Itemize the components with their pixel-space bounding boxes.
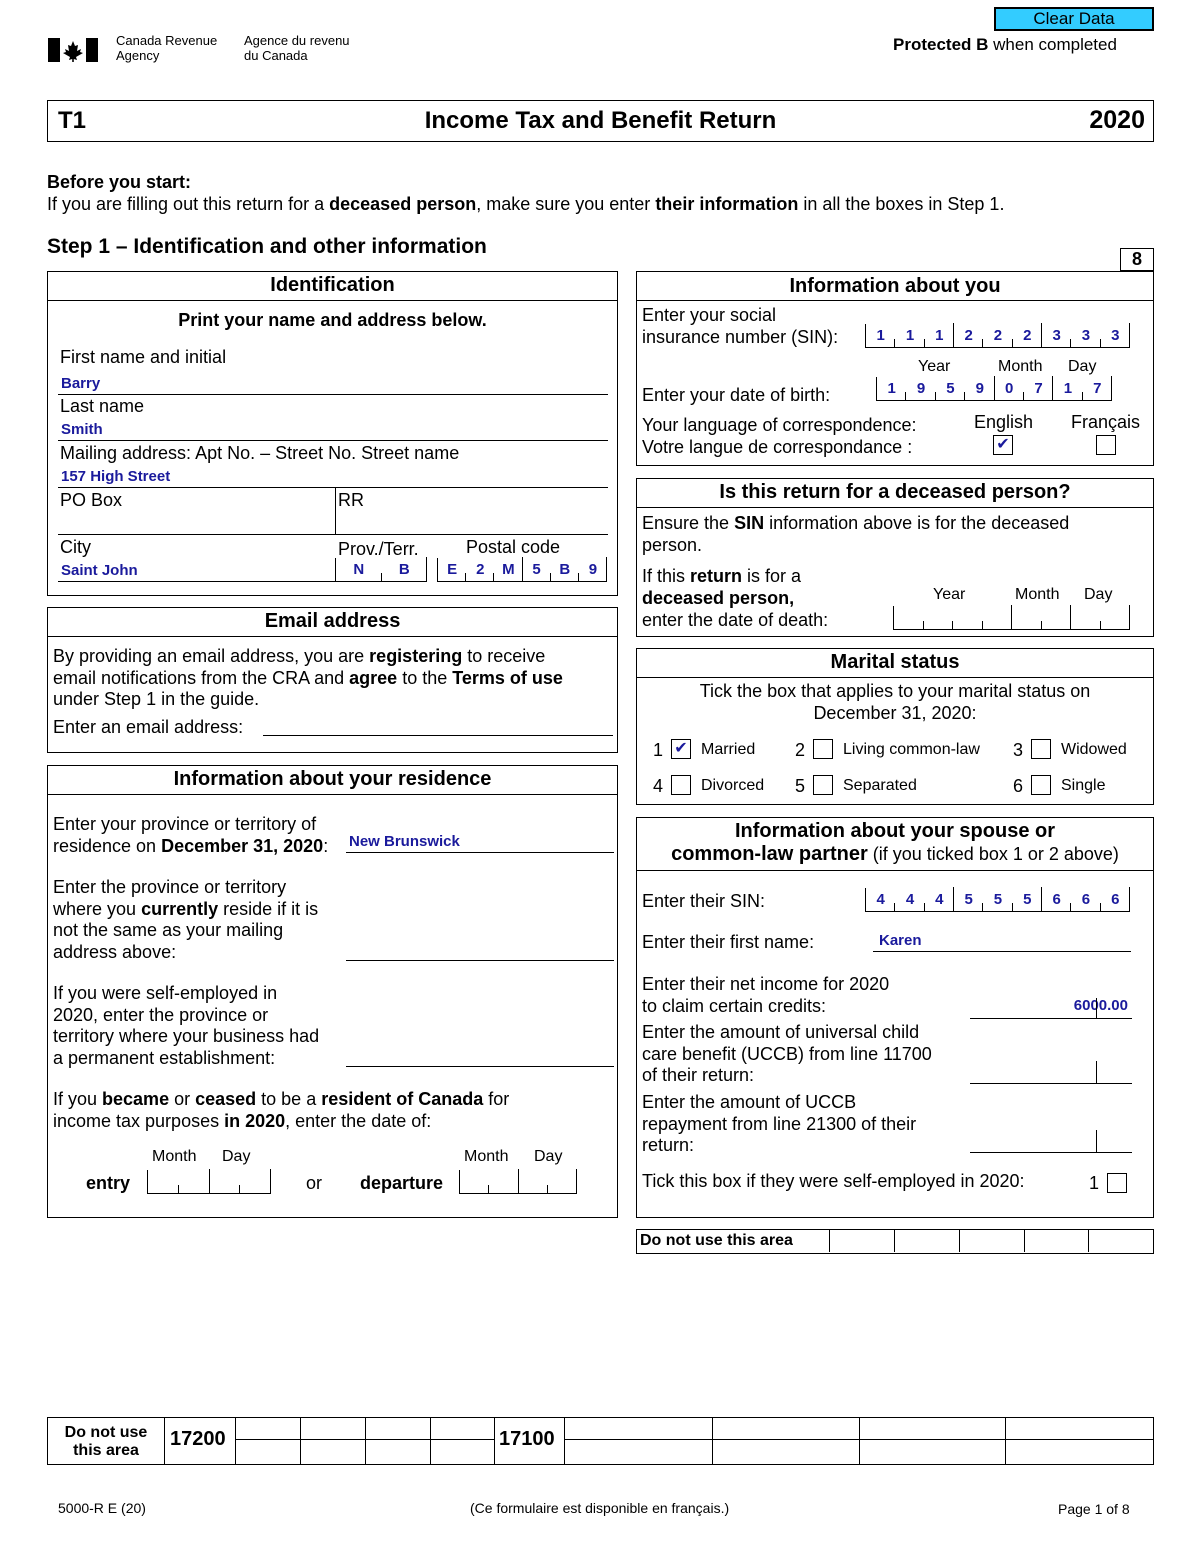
before-t2: , make sure you enter [476, 194, 656, 214]
sin-digit: 2 [954, 324, 983, 347]
marital-option-number: 4 [653, 776, 664, 796]
residence-q2bb: currently [141, 898, 219, 919]
spouse-sin-digit: 6 [1071, 888, 1100, 911]
marital-option-number: 3 [1013, 740, 1024, 760]
residence-q4 [53, 1088, 509, 1132]
spouse-section [636, 817, 1154, 1218]
death-digit [953, 606, 983, 629]
residence-q1a: Enter your province or territory of [53, 814, 317, 834]
english-checkbox[interactable]: ✔ [993, 435, 1013, 455]
po-box-line [58, 534, 608, 535]
spouse-sin-digit: 6 [1042, 888, 1071, 911]
death-digit [1101, 606, 1131, 629]
marital-section [636, 648, 1154, 805]
spouse-sin-label: Enter their SIN: [642, 891, 766, 911]
email-terms-link: Terms of use [452, 667, 563, 688]
spouse-uccb-1: Enter the amount of universal child [642, 1022, 920, 1042]
first-name-label: First name and initial [60, 347, 227, 367]
language-label [642, 414, 917, 458]
dob-digit: 0 [995, 377, 1024, 400]
bottom-dnu-label [48, 1424, 164, 1460]
residence-q4cb: resident of Canada [321, 1089, 484, 1109]
bottom-divider [1005, 1418, 1006, 1464]
identification-section [47, 271, 618, 596]
residence-q3b: 2020, enter the province or [53, 1004, 269, 1025]
postal-code-comb[interactable] [437, 558, 607, 582]
residence-section [47, 765, 618, 1218]
marital-option-checkbox[interactable]: ✔ [671, 739, 691, 759]
dnu-divider [1024, 1230, 1025, 1252]
marital-instr-1: Tick the box that applies to your marital status on [699, 681, 1091, 701]
marital-option-label: Divorced [701, 777, 765, 794]
about-you-section [636, 271, 1154, 466]
code-17100: 17100 [499, 1428, 555, 1450]
residence-province-line [346, 852, 614, 853]
residence-q2 [53, 877, 318, 963]
deceased-q1: If this [642, 566, 691, 586]
mailing-address-field[interactable]: 157 High Street [61, 468, 171, 485]
death-day-label: Day [1084, 586, 1113, 603]
marital-header: Marital status [637, 649, 1153, 678]
canada-flag-logo [48, 38, 98, 62]
residence-q1c: : [323, 835, 329, 856]
residence-header: Information about your residence [48, 766, 617, 795]
spouse-self-employed-label: Tick this box if they were self-employed in 2020: [642, 1171, 1025, 1191]
postal-char: E [438, 558, 466, 581]
spouse-self-employed-checkbox[interactable] [1107, 1173, 1127, 1193]
po-rr-divider [335, 487, 336, 535]
francais-label: Français [1071, 412, 1141, 432]
form-number: T1 [58, 107, 87, 134]
spouse-self-employed-num: 1 [1089, 1173, 1100, 1193]
bottom-divider [859, 1418, 860, 1464]
about-you-header: Information about you [637, 272, 1153, 301]
postal-char: M [494, 558, 522, 581]
deceased-t1: Ensure the [642, 513, 735, 533]
sin-digit: 1 [925, 324, 954, 347]
bottom-divider [235, 1418, 236, 1464]
dob-digit: 1 [877, 377, 906, 400]
dob-digit: 9 [965, 377, 994, 400]
before-b2: their information [655, 194, 799, 214]
business-province-input[interactable] [346, 1066, 614, 1067]
death-month-label: Month [1015, 586, 1060, 603]
tax-year: 2020 [1089, 106, 1145, 134]
protected-b-rest: when completed [988, 35, 1117, 54]
postal-char: 2 [466, 558, 494, 581]
agency-en-line2: Agency [116, 48, 160, 63]
residence-q4ab: became [102, 1089, 170, 1109]
departure-month-label: Month [464, 1148, 509, 1165]
departure-digit [519, 1170, 548, 1193]
postal-char: 5 [523, 558, 551, 581]
email-enter-label: Enter an email address: [53, 717, 244, 737]
spouse-uccb-3: of their return: [642, 1065, 755, 1085]
spouse-sin-digit: 5 [954, 888, 983, 911]
residence-q4d: for [483, 1089, 510, 1109]
sin-digit: 3 [1071, 324, 1100, 347]
postal-char: 9 [579, 558, 607, 581]
residence-q3c: territory where your business had [53, 1026, 320, 1046]
deceased-t2: information above is for the deceased [764, 513, 1070, 533]
departure-digit [548, 1170, 577, 1193]
sin-digit: 2 [1013, 324, 1042, 347]
marital-option-checkbox[interactable] [1031, 739, 1051, 759]
email-header: Email address [48, 608, 617, 637]
departure-date-comb[interactable] [459, 1170, 577, 1194]
residence-q2a: Enter the province or territory [53, 877, 287, 897]
spouse-net-income-1: Enter their net income for 2020 [642, 974, 890, 994]
death-digit [1071, 606, 1101, 629]
dnu-divider [829, 1230, 830, 1252]
residence-q1bb: December 31, 2020 [161, 835, 324, 856]
residence-province-field[interactable]: New Brunswick [349, 833, 460, 850]
death-digit [1012, 606, 1042, 629]
spouse-net-income-tick [1096, 998, 1097, 1018]
spouse-net-income-line [970, 1018, 1132, 1019]
identification-subheader: Print your name and address below. [178, 310, 487, 330]
dob-digit: 9 [906, 377, 935, 400]
email-p1: By providing an email address, you are [53, 646, 370, 666]
spouse-uccb-rep-tick [1096, 1130, 1097, 1152]
marital-option-checkbox[interactable] [1031, 775, 1051, 795]
bottom-divider [300, 1418, 301, 1464]
deceased-date-label [642, 565, 828, 631]
residence-q2d: not the same as your mailing [53, 920, 284, 940]
deceased-sin-note [642, 512, 1069, 556]
spouse-uccb-2: care benefit (UCCB) from line 11700 [642, 1043, 932, 1064]
marital-instr-2: December 31, 2020: [813, 703, 977, 723]
residence-q4c: to be a [256, 1089, 322, 1109]
residence-q1 [53, 814, 328, 857]
death-year-label: Year [933, 586, 966, 603]
sin-comb[interactable] [865, 324, 1130, 348]
spouse-uccb-input[interactable] [970, 1083, 1132, 1084]
prov-char: B [382, 558, 428, 581]
bottom-divider [712, 1418, 713, 1464]
before-you-start-text [47, 193, 1004, 215]
spouse-uccb-rep-3: return: [642, 1135, 695, 1155]
deceased-t1b: SIN [734, 513, 765, 533]
dob-label: Enter your date of birth: [642, 385, 831, 405]
spouse-uccb-repayment-label [642, 1092, 916, 1157]
marital-option-number: 6 [1013, 776, 1024, 796]
before-b1: deceased person [329, 194, 477, 214]
sin-digit: 2 [983, 324, 1012, 347]
marital-option-label: Living common-law [843, 741, 980, 758]
bottom-divider [494, 1418, 495, 1464]
or-label: or [306, 1173, 323, 1193]
title-bar [47, 100, 1154, 142]
residence-q3d: a permanent establishment: [53, 1047, 276, 1068]
email-section [47, 607, 618, 753]
sin-digit: 1 [866, 324, 895, 347]
footer-form-code: 5000-R E (20) [58, 1500, 146, 1516]
residence-q2b: where you [53, 898, 142, 919]
form-title: Income Tax and Benefit Return [424, 107, 777, 134]
sin-digit: 3 [1042, 324, 1071, 347]
spouse-sin-digit: 5 [983, 888, 1012, 911]
death-digit [924, 606, 954, 629]
deceased-q3b: deceased person, [642, 588, 795, 608]
spouse-uccb-rep-2: repayment from line 21300 of their [642, 1113, 917, 1134]
spouse-first-name-label: Enter their first name: [642, 932, 815, 952]
before-t1: If you are filling out this return for a [47, 194, 330, 214]
residence-q3a: If you were self-employed in [53, 983, 278, 1003]
deceased-q4: enter the date of death: [642, 610, 829, 630]
death-digit [983, 606, 1013, 629]
do-not-use-label: Do not use this area [640, 1232, 793, 1249]
email-consent-text [53, 646, 563, 711]
email-p3b: agree [349, 667, 398, 688]
agency-fr-line1: Agence du revenu [244, 33, 350, 48]
spouse-header [637, 818, 1153, 871]
spouse-net-income-label [642, 973, 889, 1017]
marital-instructions [637, 680, 1153, 724]
spouse-sin-digit: 4 [925, 888, 954, 911]
english-label: English [974, 412, 1034, 432]
do-not-use-area-right [636, 1229, 1154, 1254]
deceased-section [636, 478, 1154, 637]
postal-char: B [551, 558, 579, 581]
language-label-en: Your language of correspondence: [642, 415, 917, 435]
clear-data-button[interactable]: Clear Data [994, 7, 1154, 31]
residence-q4e: income tax purposes [53, 1111, 225, 1131]
dob-digit: 7 [1083, 377, 1112, 400]
dnu-divider [894, 1230, 895, 1252]
last-name-field[interactable]: Smith [61, 421, 103, 438]
code-17200: 17200 [170, 1428, 226, 1450]
entry-digit [210, 1170, 241, 1193]
city-line [58, 581, 336, 582]
death-date-comb[interactable] [893, 606, 1130, 630]
email-p4: to the [397, 667, 453, 688]
deceased-q1b: return [690, 566, 743, 586]
bottom-divider [164, 1418, 165, 1464]
sin-label-2: insurance number (SIN): [642, 327, 839, 347]
departure-day-label: Day [534, 1148, 563, 1165]
prov-char: N [336, 558, 382, 581]
marital-option-number: 2 [795, 740, 806, 760]
spouse-uccb-repayment-input[interactable] [970, 1152, 1132, 1153]
agency-name-fr [244, 33, 350, 63]
death-digit [894, 606, 924, 629]
province-comb[interactable] [335, 558, 427, 582]
language-label-fr: Votre langue de correspondance : [642, 437, 913, 457]
deceased-t3: person. [642, 535, 703, 555]
dob-comb[interactable] [876, 377, 1112, 401]
entry-digit [179, 1170, 210, 1193]
email-p2: to receive [462, 646, 546, 666]
entry-label: entry [86, 1173, 131, 1193]
dob-digit: 1 [1053, 377, 1082, 400]
step1-heading: Step 1 – Identification and other information [47, 235, 487, 258]
protected-b-label: Protected B [893, 35, 989, 54]
sin-label-1: Enter your social [642, 305, 777, 325]
spouse-header-2: (if you ticked box 1 or 2 above) [867, 844, 1119, 864]
deceased-q2: is for a [742, 566, 802, 586]
spouse-sin-digit: 6 [1101, 888, 1130, 911]
footer-page-number: Page 1 of 8 [1058, 1501, 1130, 1517]
marital-option-checkbox[interactable] [671, 775, 691, 795]
residence-q4bb: ceased [195, 1089, 257, 1109]
sin-digit: 1 [895, 324, 924, 347]
entry-month-label: Month [152, 1148, 197, 1165]
deceased-header: Is this return for a deceased person? [637, 479, 1153, 508]
marital-option-number: 1 [653, 740, 664, 760]
mailing-address-label: Mailing address: Apt No. – Street No. Street name [60, 443, 460, 463]
residence-q4b: or [169, 1089, 196, 1109]
spouse-sin-digit: 5 [1013, 888, 1042, 911]
dob-digit: 7 [1024, 377, 1053, 400]
residence-q2c: reside if it is [218, 898, 319, 919]
spouse-sin-comb[interactable] [865, 888, 1130, 912]
last-name-line [58, 440, 608, 441]
spouse-header-1: Information about your spouse or [734, 820, 1055, 842]
marital-option-label: Widowed [1061, 741, 1127, 758]
entry-digit [148, 1170, 179, 1193]
francais-checkbox[interactable] [1096, 435, 1116, 455]
agency-fr-line2: du Canada [244, 48, 308, 63]
step1-box-number: 8 [1120, 248, 1154, 271]
bottom-divider [430, 1418, 431, 1464]
entry-digit [240, 1170, 271, 1193]
city-label: City [60, 537, 91, 557]
footer-french-note: (Ce formulaire est disponible en français.) [470, 1500, 730, 1516]
dob-month-label: Month [998, 358, 1043, 375]
bottom-dnu-2: this area [73, 1442, 139, 1459]
departure-digit [460, 1170, 489, 1193]
postal-code-label: Postal code [466, 537, 561, 557]
dnu-divider [959, 1230, 960, 1252]
email-input[interactable] [263, 735, 613, 736]
email-p3: email notifications from the CRA and [53, 667, 350, 688]
prov-label: Prov./Terr. [338, 539, 419, 559]
death-digit [1042, 606, 1072, 629]
dob-digit: 5 [936, 377, 965, 400]
sin-label [642, 304, 838, 348]
residence-q4a: If you [53, 1089, 103, 1109]
residence-q1b: residence on [53, 835, 162, 856]
marital-option-number: 5 [795, 776, 806, 796]
marital-option-label: Single [1061, 777, 1106, 794]
spouse-net-income-field[interactable]: 6000.00 [1073, 997, 1128, 1014]
residence-q4eb: in 2020 [224, 1111, 286, 1131]
current-province-input[interactable] [346, 960, 614, 961]
spouse-uccb-tick [1096, 1061, 1097, 1083]
residence-q2e: address above: [53, 941, 177, 962]
dnu-divider [1088, 1230, 1089, 1252]
dob-year-label: Year [918, 358, 951, 375]
marital-option-checkbox[interactable] [813, 775, 833, 795]
spouse-first-name-field[interactable]: Karen [879, 932, 922, 949]
bottom-do-not-use-area [47, 1417, 1154, 1465]
departure-digit [489, 1170, 518, 1193]
before-t3: in all the boxes in Step 1. [798, 194, 1005, 214]
spouse-header-2b: common-law partner [671, 843, 868, 865]
identification-header: Identification [48, 272, 617, 301]
rr-label: RR [338, 490, 364, 510]
spouse-uccb-rep-1: Enter the amount of UCCB [642, 1092, 857, 1112]
spouse-uccb-label [642, 1022, 932, 1087]
agency-name-en [116, 33, 217, 63]
bottom-divider [365, 1418, 366, 1464]
dob-day-label: Day [1068, 358, 1097, 375]
marital-option-checkbox[interactable] [813, 739, 833, 759]
po-box-label: PO Box [60, 490, 123, 510]
before-you-start-heading: Before you start: [47, 172, 192, 192]
spouse-sin-digit: 4 [895, 888, 924, 911]
mailing-address-line [58, 487, 608, 488]
spouse-first-name-line [873, 951, 1131, 952]
residence-q3 [53, 983, 319, 1069]
entry-day-label: Day [222, 1148, 251, 1165]
marital-option-label: Married [701, 741, 756, 758]
city-field[interactable]: Saint John [61, 562, 138, 579]
spouse-sin-digit: 4 [866, 888, 895, 911]
marital-option-label: Separated [843, 777, 917, 794]
email-p1b: registering [369, 646, 463, 666]
last-name-label: Last name [60, 396, 145, 416]
agency-en-line1: Canada Revenue [116, 33, 218, 48]
spouse-net-income-2: to claim certain credits: [642, 996, 827, 1016]
residence-q4f: , enter the date of: [285, 1111, 432, 1131]
bottom-dnu-1: Do not use [64, 1424, 148, 1441]
sin-digit: 3 [1101, 324, 1130, 347]
protected-b-notice [893, 34, 1117, 56]
entry-date-comb[interactable] [147, 1170, 271, 1194]
bottom-divider [564, 1418, 565, 1464]
departure-label: departure [360, 1173, 444, 1193]
email-p5: under Step 1 in the guide. [53, 689, 260, 709]
first-name-field[interactable]: Barry [61, 375, 101, 392]
